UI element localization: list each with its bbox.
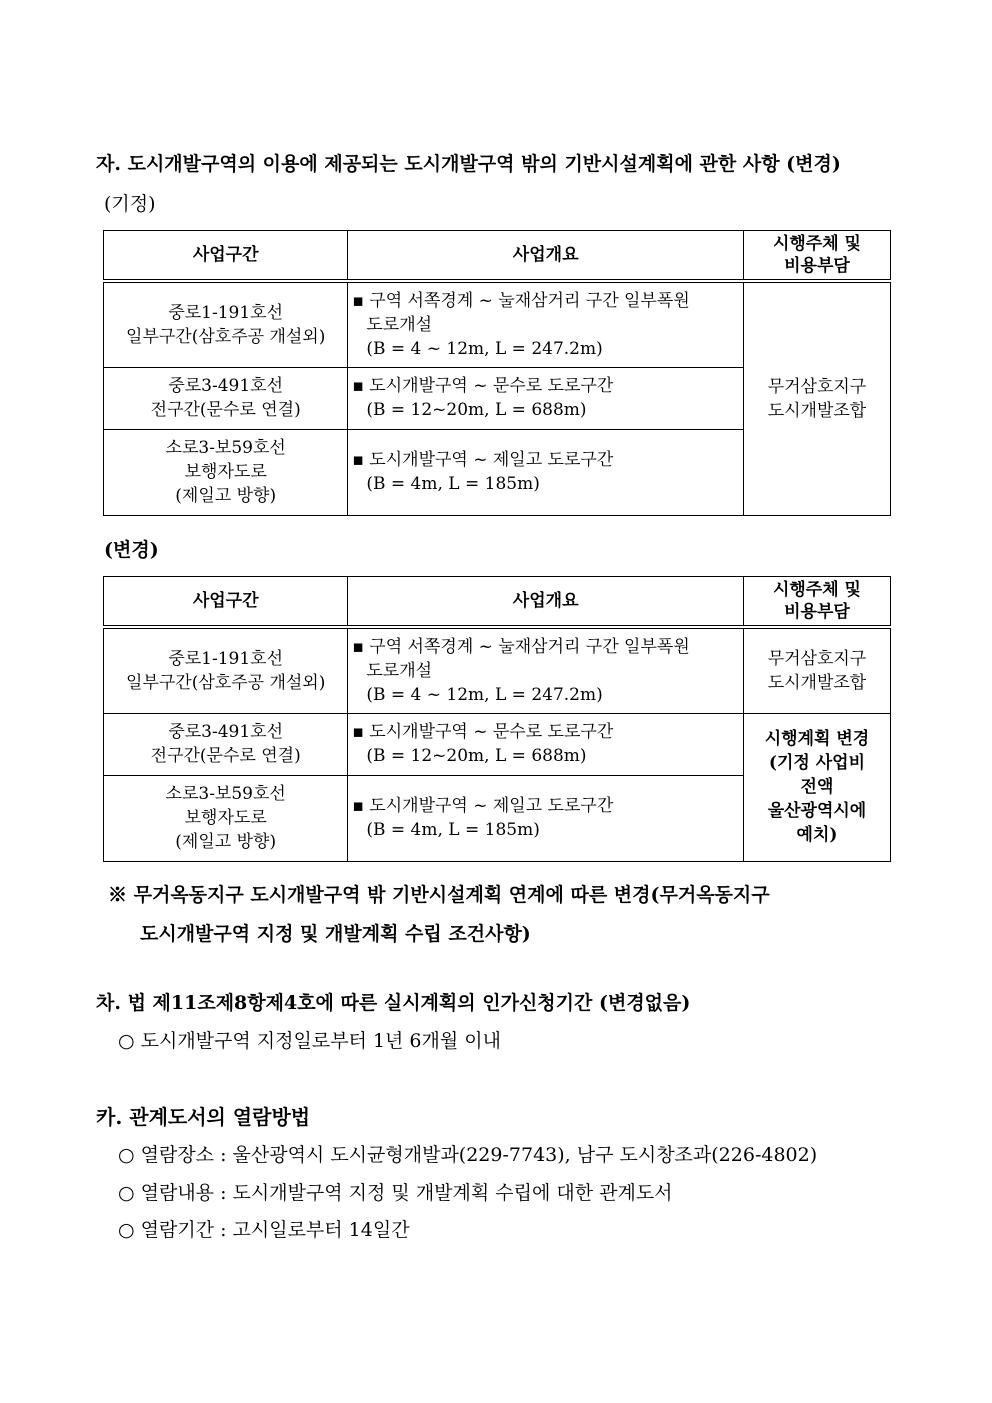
section-cell: 중로1-191호선 일부구간(삼호주공 개설외): [104, 627, 348, 713]
section-cell: 소로3-보59호선 보행자도로 (제일고 방향): [104, 775, 348, 861]
overview-cell: ▪ 도시개발구역 ~ 제일고 도로구간 (B = 4m, L = 185m): [348, 429, 744, 515]
list-item: ○ 열람내용 : 도시개발구역 지정 및 개발계획 수립에 대한 관계도서: [118, 1182, 673, 1204]
table-row: [104, 281, 891, 367]
note-line-2: 도시개발구역 지정 및 개발계획 수립 조건사항): [140, 923, 531, 945]
section-cell: 중로3-491호선 전구간(문수로 연결): [104, 713, 348, 775]
section-cha-title: 차. 법 제11조제8항제4호에 따른 실시계획의 인가신청기간 (변경없음): [96, 992, 691, 1014]
header-section: 사업구간: [104, 231, 348, 282]
operator-cell-changed: 시행계획 변경 (기정 사업비 전액 울산광역시에 예치): [743, 713, 890, 861]
table-row: [104, 627, 891, 713]
section-ka-title: 카. 관계도서의 열람방법: [96, 1105, 311, 1129]
header-overview: 사업개요: [348, 231, 744, 282]
list-item: ○ 열람기간 : 고시일로부터 14일간: [118, 1219, 410, 1241]
section-cell: 소로3-보59호선 보행자도로 (제일고 방향): [104, 429, 348, 515]
after-table: [103, 576, 891, 862]
table-row: [104, 713, 891, 775]
operator-cell: 무거삼호지구 도시개발조합: [743, 627, 890, 713]
operator-cell: 무거삼호지구 도시개발조합: [743, 281, 890, 515]
header-overview: 사업개요: [348, 577, 744, 628]
after-label: (변경): [104, 539, 159, 561]
overview-cell: ▪ 구역 서쪽경계 ~ 눌재삼거리 구간 일부폭원 도로개설 (B = 4 ~ 12m, L = 247.2m): [348, 281, 744, 367]
before-label: (기정): [104, 193, 156, 215]
section-cha-item: ○ 도시개발구역 지정일로부터 1년 6개월 이내: [118, 1030, 501, 1052]
section-ja-title: 자. 도시개발구역의 이용에 제공되는 도시개발구역 밖의 기반시설계획에 관한 사항 (변경): [96, 153, 841, 175]
overview-cell: ▪ 도시개발구역 ~ 문수로 도로구간 (B = 12~20m, L = 688m): [348, 367, 744, 429]
section-cell: 중로3-491호선 전구간(문수로 연결): [104, 367, 348, 429]
overview-cell: ▪ 도시개발구역 ~ 제일고 도로구간 (B = 4m, L = 185m): [348, 775, 744, 861]
overview-cell: ▪ 도시개발구역 ~ 문수로 도로구간 (B = 12~20m, L = 688m): [348, 713, 744, 775]
header-section: 사업구간: [104, 577, 348, 628]
section-cell: 중로1-191호선 일부구간(삼호주공 개설외): [104, 281, 348, 367]
overview-cell: ▪ 구역 서쪽경계 ~ 눌재삼거리 구간 일부폭원 도로개설 (B = 4 ~ 12m, L = 247.2m): [348, 627, 744, 713]
list-item: ○ 열람장소 : 울산광역시 도시균형개발과(229-7743), 남구 도시창조과(226-4802): [118, 1144, 818, 1166]
before-table: [103, 230, 891, 516]
header-operator: 시행주체 및 비용부담: [743, 577, 890, 628]
note-line-1: ※ 무거옥동지구 도시개발구역 밖 기반시설계획 연계에 따른 변경(무거옥동지구: [108, 884, 770, 906]
header-operator: 시행주체 및 비용부담: [743, 231, 890, 282]
